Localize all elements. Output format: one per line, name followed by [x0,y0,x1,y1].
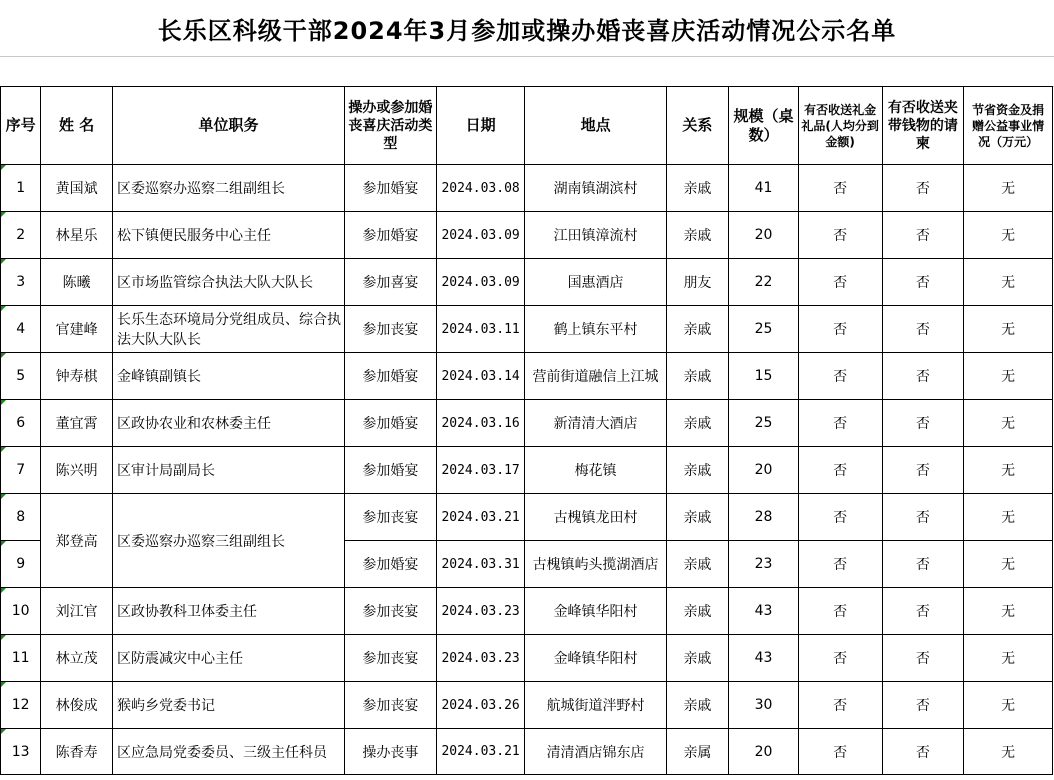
seq-cell: 9 [1,541,41,588]
date-cell: 2024.03.16 [436,400,525,447]
donate-cell: 无 [964,165,1053,212]
seq-cell: 3 [1,259,41,306]
table-row [1,729,1053,775]
table-row [1,447,1053,494]
header-unit: 单位职务 [112,87,344,165]
cell-marker-icon [1,259,6,264]
money-cell: 否 [882,588,964,635]
place-cell: 营前街道融信上江城 [525,353,666,400]
header-date: 日期 [436,87,525,165]
cell-marker-icon [1,588,6,593]
donate-cell: 无 [964,447,1053,494]
relation-cell: 亲戚 [666,447,729,494]
header-place: 地点 [525,87,666,165]
name-cell: 郑登高 [41,494,113,588]
date-cell: 2024.03.21 [436,494,525,541]
donate-cell: 无 [964,400,1053,447]
table-row [1,259,1053,306]
seq-cell: 4 [1,306,41,353]
unit-cell: 区委巡察办巡察三组副组长 [112,494,344,588]
type-cell: 参加婚宴 [344,212,436,259]
relation-cell: 亲戚 [666,494,729,541]
money-cell: 否 [882,635,964,682]
place-cell: 新清清大酒店 [525,400,666,447]
type-cell: 参加丧宴 [344,682,436,729]
date-cell: 2024.03.31 [436,541,525,588]
type-cell: 参加丧宴 [344,306,436,353]
name-cell: 林立茂 [41,635,113,682]
header-name: 姓 名 [41,87,113,165]
seq-cell: 12 [1,682,41,729]
date-cell: 2024.03.08 [436,165,525,212]
scale-cell: 15 [729,353,799,400]
table-row [1,353,1053,400]
gift-cell: 否 [798,353,882,400]
cell-marker-icon [1,729,6,734]
relation-cell: 亲戚 [666,588,729,635]
unit-cell: 松下镇便民服务中心主任 [112,212,344,259]
money-cell: 否 [882,400,964,447]
donate-cell: 无 [964,635,1053,682]
place-cell: 航城街道泮野村 [525,682,666,729]
table-row [1,588,1053,635]
scale-cell: 23 [729,541,799,588]
name-cell: 钟寿棋 [41,353,113,400]
unit-cell: 长乐生态环境局分党组成员、综合执法大队大队长 [112,306,344,353]
donate-cell: 无 [964,353,1053,400]
table-body [1,165,1053,775]
scale-cell: 28 [729,494,799,541]
gift-cell: 否 [798,729,882,775]
donate-cell: 无 [964,494,1053,541]
type-cell: 参加婚宴 [344,400,436,447]
scale-cell: 41 [729,165,799,212]
type-cell: 参加丧宴 [344,494,436,541]
gift-cell: 否 [798,165,882,212]
donate-cell: 无 [964,212,1053,259]
scale-cell: 25 [729,306,799,353]
header-money: 有否收送夹带钱物的请柬 [882,87,964,165]
money-cell: 否 [882,212,964,259]
name-cell: 陈曦 [41,259,113,306]
seq-cell: 6 [1,400,41,447]
seq-cell: 7 [1,447,41,494]
seq-cell: 2 [1,212,41,259]
place-cell: 国惠酒店 [525,259,666,306]
name-cell: 林星乐 [41,212,113,259]
header-scale: 规模（桌数） [729,87,799,165]
header-seq: 序号 [1,87,41,165]
seq-cell: 13 [1,729,41,775]
scale-cell: 43 [729,635,799,682]
header-type: 操办或参加婚丧喜庆活动类型 [344,87,436,165]
type-cell: 参加丧宴 [344,588,436,635]
relation-cell: 亲戚 [666,353,729,400]
cell-marker-icon [1,541,6,546]
table-row [1,635,1053,682]
cell-marker-icon [1,165,6,170]
cell-marker-icon [1,682,6,687]
scale-cell: 22 [729,259,799,306]
cell-marker-icon [1,635,6,640]
unit-cell: 金峰镇副镇长 [112,353,344,400]
unit-cell: 区应急局党委委员、三级主任科员 [112,729,344,775]
date-cell: 2024.03.09 [436,259,525,306]
donate-cell: 无 [964,729,1053,775]
seq-cell: 1 [1,165,41,212]
unit-cell: 猴屿乡党委书记 [112,682,344,729]
seq-cell: 10 [1,588,41,635]
money-cell: 否 [882,353,964,400]
unit-cell: 区委巡察办巡察二组副组长 [112,165,344,212]
header-donate: 节省资金及捐赠公益事业情况（万元） [964,87,1053,165]
relation-cell: 亲戚 [666,541,729,588]
gift-cell: 否 [798,259,882,306]
scale-cell: 20 [729,212,799,259]
money-cell: 否 [882,259,964,306]
place-cell: 梅花镇 [525,447,666,494]
name-cell: 陈兴明 [41,447,113,494]
date-cell: 2024.03.26 [436,682,525,729]
place-cell: 古槐镇龙田村 [525,494,666,541]
money-cell: 否 [882,541,964,588]
date-cell: 2024.03.23 [436,635,525,682]
cell-marker-icon [1,494,6,499]
gift-cell: 否 [798,400,882,447]
donate-cell: 无 [964,588,1053,635]
gift-cell: 否 [798,306,882,353]
money-cell: 否 [882,729,964,775]
scale-cell: 25 [729,400,799,447]
donate-cell: 无 [964,259,1053,306]
seq-cell: 5 [1,353,41,400]
relation-cell: 亲戚 [666,635,729,682]
type-cell: 参加婚宴 [344,165,436,212]
seq-cell: 11 [1,635,41,682]
money-cell: 否 [882,494,964,541]
cell-marker-icon [1,212,6,217]
type-cell: 参加婚宴 [344,353,436,400]
date-cell: 2024.03.14 [436,353,525,400]
blank-spacer-row [0,56,1054,87]
table-row [1,306,1053,353]
table-row [1,400,1053,447]
relation-cell: 亲戚 [666,400,729,447]
name-cell: 刘江官 [41,588,113,635]
header-gift: 有否收送礼金礼品(人均分到金额) [798,87,882,165]
cell-marker-icon [1,353,6,358]
type-cell: 操办丧事 [344,729,436,775]
header-relation: 关系 [666,87,729,165]
relation-cell: 亲戚 [666,682,729,729]
money-cell: 否 [882,306,964,353]
relation-cell: 亲戚 [666,165,729,212]
relation-cell: 亲戚 [666,212,729,259]
name-cell: 董宜霄 [41,400,113,447]
date-cell: 2024.03.21 [436,729,525,775]
gift-cell: 否 [798,682,882,729]
relation-cell: 朋友 [666,259,729,306]
place-cell: 金峰镇华阳村 [525,635,666,682]
cell-marker-icon [1,447,6,452]
place-cell: 湖南镇湖滨村 [525,165,666,212]
date-cell: 2024.03.11 [436,306,525,353]
scale-cell: 30 [729,682,799,729]
scale-cell: 43 [729,588,799,635]
money-cell: 否 [882,447,964,494]
type-cell: 参加丧宴 [344,635,436,682]
header-row [1,87,1053,165]
place-cell: 古槐镇屿头揽湖酒店 [525,541,666,588]
type-cell: 参加喜宴 [344,259,436,306]
gift-cell: 否 [798,447,882,494]
donate-cell: 无 [964,682,1053,729]
table-row [1,494,1053,541]
gift-cell: 否 [798,494,882,541]
gift-cell: 否 [798,212,882,259]
relation-cell: 亲属 [666,729,729,775]
unit-cell: 区市场监管综合执法大队大队长 [112,259,344,306]
place-cell: 鹤上镇东平村 [525,306,666,353]
unit-cell: 区审计局副局长 [112,447,344,494]
relation-cell: 亲戚 [666,306,729,353]
page-title: 长乐区科级干部2024年3月参加或操办婚丧喜庆活动情况公示名单 [0,0,1054,57]
date-cell: 2024.03.17 [436,447,525,494]
name-cell: 陈香寿 [41,729,113,775]
table-row [1,682,1053,729]
scale-cell: 20 [729,729,799,775]
cell-marker-icon [1,400,6,405]
scale-cell: 20 [729,447,799,494]
date-cell: 2024.03.23 [436,588,525,635]
unit-cell: 区防震减灾中心主任 [112,635,344,682]
unit-cell: 区政协农业和农林委主任 [112,400,344,447]
date-cell: 2024.03.09 [436,212,525,259]
place-cell: 清清酒店锦东店 [525,729,666,775]
place-cell: 江田镇漳流村 [525,212,666,259]
cell-marker-icon [1,306,6,311]
place-cell: 金峰镇华阳村 [525,588,666,635]
table-row [1,212,1053,259]
donate-cell: 无 [964,306,1053,353]
seq-cell: 8 [1,494,41,541]
name-cell: 黄国斌 [41,165,113,212]
name-cell: 官建峰 [41,306,113,353]
gift-cell: 否 [798,588,882,635]
name-cell: 林俊成 [41,682,113,729]
disclosure-table [0,86,1053,775]
table-row [1,165,1053,212]
donate-cell: 无 [964,541,1053,588]
money-cell: 否 [882,682,964,729]
gift-cell: 否 [798,635,882,682]
type-cell: 参加婚宴 [344,447,436,494]
unit-cell: 区政协教科卫体委主任 [112,588,344,635]
gift-cell: 否 [798,541,882,588]
money-cell: 否 [882,165,964,212]
type-cell: 参加婚宴 [344,541,436,588]
